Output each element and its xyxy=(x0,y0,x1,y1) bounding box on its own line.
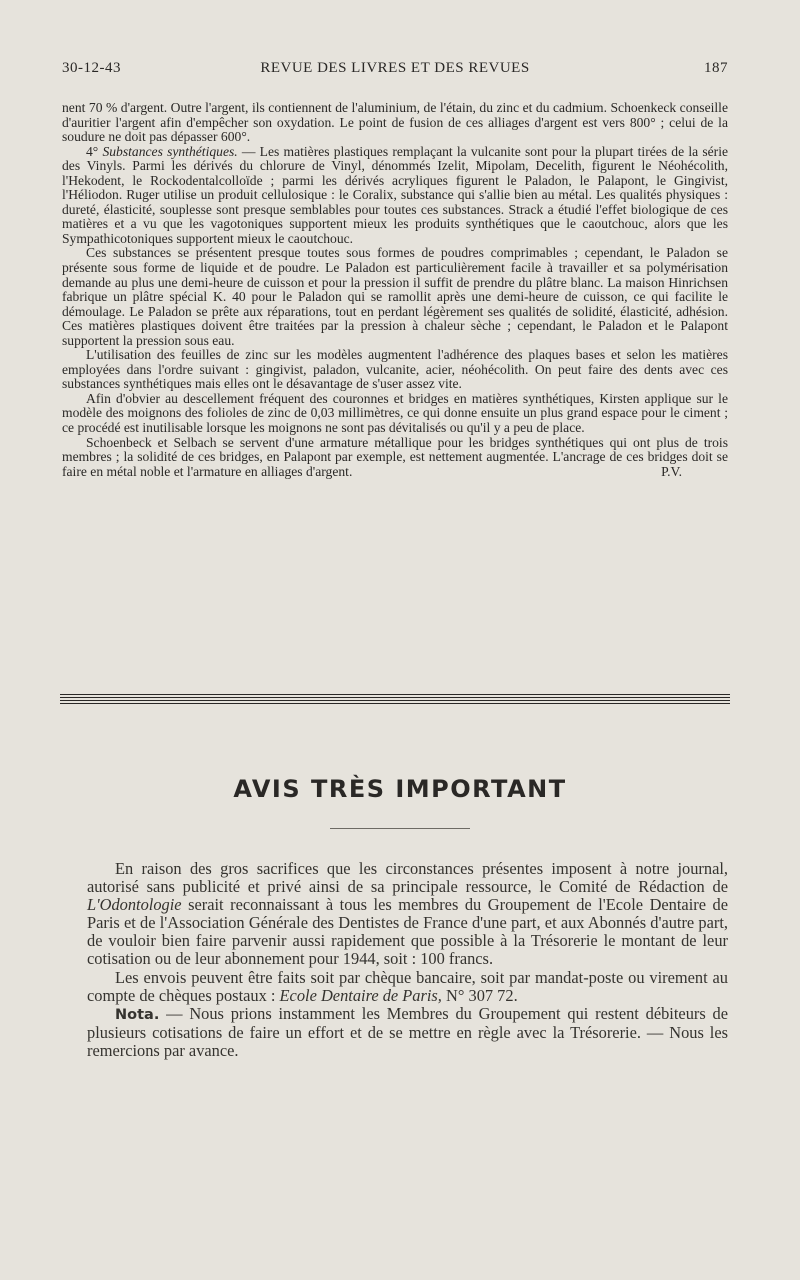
notice-nota xyxy=(87,1005,728,1060)
article-section-synthetic xyxy=(62,145,728,247)
divider-line-1 xyxy=(60,694,730,695)
divider-line-2 xyxy=(60,697,730,698)
notice-p1-text-a: En raison des gros sacrifices que les circonstances présentes imposent à notre journal, autorisé sans publicité et privé ainsi de sa principale ressource, le Comité de Rédaction de xyxy=(87,859,728,897)
notice-p2-text-a: Les envois peuvent être faits soit par chèque bancaire, soit par mandat-poste ou virement au compte de chèques postaux : xyxy=(87,967,728,1005)
review-article xyxy=(62,101,728,479)
notice-title: AVIS TRÈS IMPORTANT xyxy=(233,775,567,803)
journal-name: L'Odontologie xyxy=(87,895,182,915)
account-number: N° 307 72. xyxy=(441,985,518,1005)
article-paragraph-2: Ces substances se présentent presque toutes sous formes de poudres comprimables ; cependant, le Paladon se présente sous forme de liquide et de poudre. Le Paladon est particulièrement facile à travailler et sa polymérisation demande au plus une demi-heure de cuisson et pour la pression il suffit de prendre du plâtre blanc. La maison Hinrichsen fabrique un plâtre spécial K. 40 pour le Paladon qui se ramollit après une demi-heure de cuisson, ce qui facilite le démoulage. Le Paladon se prête aux réparations, tout en perdant légèrement ses qualités de solidité, élasticité, adhésion. Ces matières plastiques doivent être traitées par la pression à chaleur sèche ; cependant, le Paladon et le Palapont supportent la pression sous eau. xyxy=(62,245,728,348)
page-number: 187 xyxy=(704,60,728,76)
nota-label: Nota. xyxy=(115,1006,160,1023)
section-heading: Substances synthétiques. xyxy=(102,143,238,159)
issue-date: 30-12-43 xyxy=(62,60,121,76)
article-paragraph-4: Afin d'obvier au descellement fréquent des couronnes et bridges en matières synthétiques, Kirsten applique sur le modèle des moignons des folioles de zinc de 0,03 millimètres, ce qui donne ensuite un plus grand espace pour le ciment ; ce procédé est inutilisable lorsque les moignons ne sont pas dévitalisés ou qu'il y a peu de place. xyxy=(62,390,728,436)
notice-paragraph-1 xyxy=(87,860,728,969)
account-name: Ecole Dentaire de Paris, xyxy=(279,985,442,1005)
notice-paragraph-2 xyxy=(87,969,728,1005)
section-number: 4° xyxy=(86,143,99,159)
notice-body xyxy=(87,860,728,1060)
section-divider xyxy=(60,694,730,706)
divider-line-3 xyxy=(60,700,730,701)
notice-p1-text-b: serait reconnaissant à tous les membres du Groupement de l'Ecole Dentaire de Paris et de l'Association Générale des Dentistes de France d'une part, et aux Abonnés d'autre part, de vouloir bien faire parvenir aussi rapidement que possible à la Trésorerie le montant de leur cotisation ou de leur abonnement pour 1944, soit : 100 francs. xyxy=(87,895,728,969)
author-signature: P.V. xyxy=(661,463,682,479)
article-paragraph-5 xyxy=(62,436,728,480)
section-body: — Les matières plastiques remplaçant la vulcanite sont pour la plupart tirées de la série des Vinyls. Parmi les dérivés du chlorure de Vinyl, dénommés Izelit, Mipolam, Decelith, figurent le Néohécolith, l'Hekodent, le Rockodentalcolloïde ; parmi les dérivés acryliques figurent le Paladon, le Palapont, le Gingivist, l'Héliodon. Ruger utilise un produit cellulosique : le Coralix, substance qui s'allie bien au métal. Les qualités physiques : dureté, élasticité, souplesse sont presque semblables pour toutes ces substances. Strack a étudié l'effet biologique de ces matières et a vu que les vagotoniques supportent mieux les produits synthétiques que le caoutchouc, alors que les Sympathicotoniques supportent mieux le caoutchouc. xyxy=(62,143,729,246)
title-underline xyxy=(330,828,470,829)
article-paragraph-3: L'utilisation des feuilles de zinc sur les modèles augmentent l'adhérence des plaques bases et selon les matières employées dans l'ordre suivant : gingivist, paladon, vulcanite, acier, néohécolith. On peut faire des dents avec ces substances synthétiques mais elles ont le désavantage de s'user assez vite. xyxy=(62,347,728,392)
section-title: REVUE DES LIVRES ET DES REVUES xyxy=(260,60,530,76)
nota-text: — Nous prions instamment les Membres du Groupement qui restent débiteurs de plusieurs cotisations de faire un effort et de se mettre en règle avec la Trésorerie. — Nous les remercions par avance. xyxy=(87,1003,728,1060)
article-continuation: nent 70 % d'argent. Outre l'argent, ils contiennent de l'aluminium, de l'étain, du zinc et du cadmium. Schoenkeck conseille d'auritier l'argent afin d'empêcher son oxydation. Le point de fusion de ces alliages d'argent est vers 800° ; celui de la soudure ne doit pas dépasser 600°. xyxy=(62,100,728,145)
article-paragraph-5-text: Schoenbeck et Selbach se servent d'une armature métallique pour les bridges synthétiques qui ont plus de trois membres ; la solidité de ces bridges, en Palapont par exemple, est nettement augmentée. L'ancrage de ces bridges doit se faire en métal noble et l'armature en alliages d'argent. xyxy=(62,434,728,479)
divider-line-4 xyxy=(60,703,730,704)
running-head xyxy=(62,60,728,80)
